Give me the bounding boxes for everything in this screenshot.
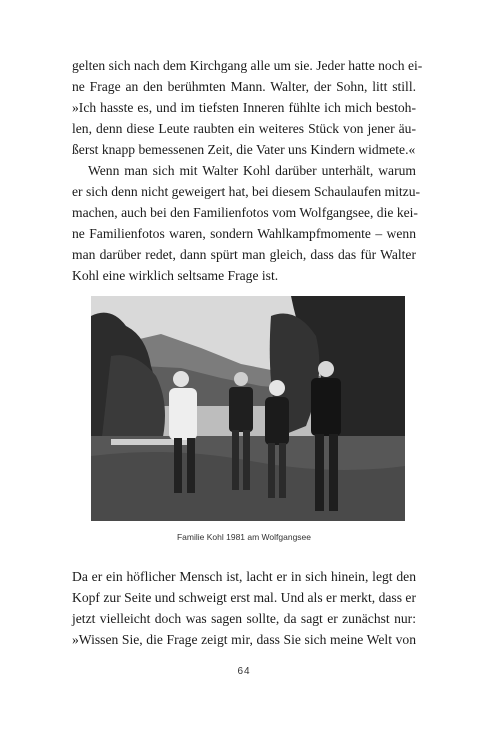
body-text-bottom	[72, 566, 416, 650]
text-line: gelten sich nach dem Kirchgang alle um sie. Jeder hatte noch ei-	[72, 58, 423, 73]
text-line: ne Frage an den berühmten Mann. Walter, der Sohn, litt still.	[72, 79, 416, 94]
text-line: machen, auch bei den Familienfotos vom Wolfgangsee, die kei-	[72, 205, 418, 220]
text-line: Kopf zur Seite und schweigt erst mal. Und als er merkt, dass er	[72, 590, 416, 605]
text-line: Da er ein höflicher Mensch ist, lacht er in sich hinein, legt den	[72, 569, 416, 584]
text-line: »Ich hasste es, und im tiefsten Inneren fühlte ich mich bestoh-	[72, 100, 416, 115]
text-line: Wenn man sich mit Walter Kohl darüber unterhält, warum	[88, 163, 416, 178]
page-number: 64	[237, 666, 251, 677]
text-line: ne Familienfotos waren, sondern Wahlkampfmomente – wenn	[72, 226, 416, 241]
text-line: len, denn diese Leute raubten ein weiteres Stück von jener äu-	[72, 121, 416, 136]
text-line: »Wissen Sie, die Frage zeigt mir, dass Sie sich meine Welt von	[72, 632, 416, 647]
text-line: man darüber redet, dann spürt man gleich, dass das für Walter	[72, 247, 416, 262]
body-text-top	[72, 55, 423, 286]
text-line: er sich denn nicht geweigert hat, bei diesem Schaulaufen mitzu-	[72, 184, 421, 199]
figure-caption: Familie Kohl 1981 am Wolfgangsee	[176, 532, 312, 542]
text-line: jetzt vielleicht doch was sagen sollte, da sagt er zunächst nur:	[72, 611, 416, 626]
text-line: Kohl eine wirklich seltsame Frage ist.	[72, 268, 279, 283]
text-line: ßerst knapp bemessenen Zeit, die Vater uns Kindern widmete.«	[72, 142, 416, 157]
family-photo	[91, 296, 405, 521]
photo-illustration	[91, 296, 405, 521]
